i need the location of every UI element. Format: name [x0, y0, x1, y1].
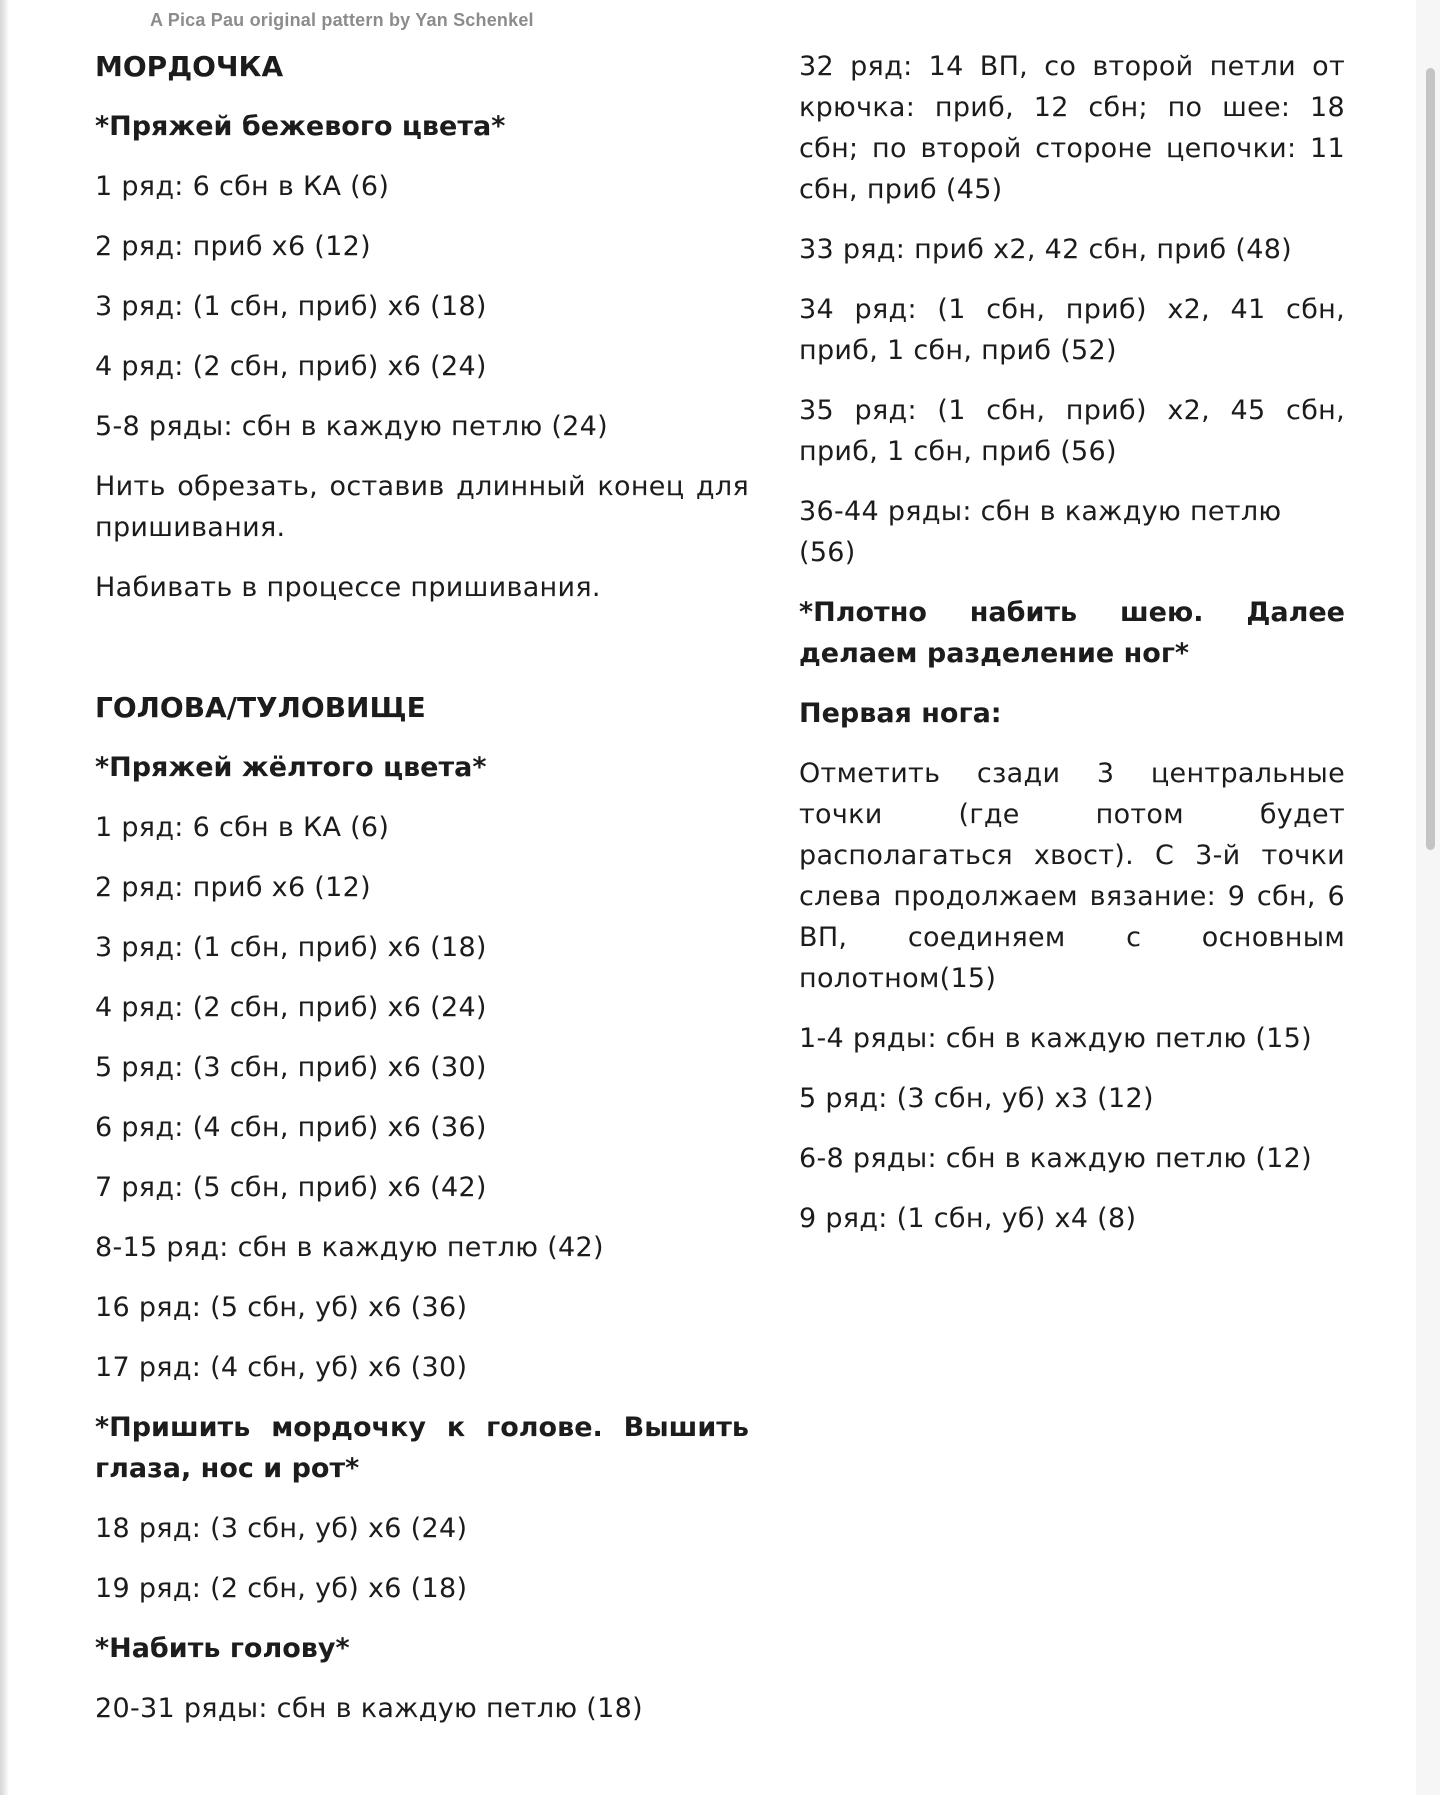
pattern-row: 18 ряд: (3 сбн, уб) х6 (24) [95, 1513, 468, 1544]
pattern-row: 4 ряд: (2 сбн, приб) х6 (24) [95, 992, 487, 1023]
pattern-row: 8-15 ряд: сбн в каждую петлю (42) [95, 1232, 604, 1263]
stuff-neck-note: *Плотно набить шею. Далее делаем разделение ног* [799, 597, 1345, 669]
pattern-row: 4 ряд: (2 сбн, приб) х6 (24) [95, 351, 487, 382]
pattern-credit-header: A Pica Pau original pattern by Yan Schenkel [150, 10, 534, 30]
stuff-head-note: *Набить голову* [95, 1633, 350, 1664]
scrollbar-thumb[interactable] [1426, 68, 1435, 850]
left-column [95, 46, 749, 1748]
scrollbar-track[interactable] [1416, 0, 1440, 1795]
section-title-first-leg: Первая нога: [799, 698, 1002, 729]
pattern-row: 16 ряд: (5 сбн, уб) х6 (36) [95, 1292, 468, 1323]
sew-instruction-note: *Пришить мордочку к голове. Вышить глаза, нос и рот* [95, 1412, 749, 1484]
pattern-row: 9 ряд: (1 сбн, уб) х4 (8) [799, 1203, 1137, 1234]
pattern-row: 20-31 ряды: сбн в каждую петлю (18) [95, 1693, 643, 1724]
pattern-row: 32 ряд: 14 ВП, со второй петли от крючка: приб, 12 сбн; по шее: 18 сбн; по второй стороне цепочки: 11 сбн, приб (45) [799, 51, 1345, 205]
pattern-row: 1 ряд: 6 сбн в КА (6) [95, 171, 390, 202]
pattern-row: 2 ряд: приб х6 (12) [95, 872, 371, 903]
pattern-row: 5 ряд: (3 сбн, приб) х6 (30) [95, 1052, 487, 1083]
instruction-paragraph: Нить обрезать, оставив длинный конец для пришивания. [95, 471, 749, 543]
pattern-row: 3 ряд: (1 сбн, приб) х6 (18) [95, 291, 487, 322]
yarn-note-muzzle: *Пряжей бежевого цвета* [95, 111, 506, 142]
pattern-row: 5-8 ряды: сбн в каждую петлю (24) [95, 411, 608, 442]
pattern-row: 2 ряд: приб х6 (12) [95, 231, 371, 262]
pattern-row: 1 ряд: 6 сбн в КА (6) [95, 812, 390, 843]
pattern-row: 36-44 ряды: сбн в каждую петлю (56) [799, 496, 1282, 568]
pattern-row: 17 ряд: (4 сбн, уб) х6 (30) [95, 1352, 468, 1383]
pattern-row: 6 ряд: (4 сбн, приб) х6 (36) [95, 1112, 487, 1143]
pattern-row: 3 ряд: (1 сбн, приб) х6 (18) [95, 932, 487, 963]
yarn-note-head: *Пряжей жёлтого цвета* [95, 752, 487, 783]
right-column [799, 46, 1345, 1258]
pattern-row: 35 ряд: (1 сбн, приб) х2, 45 сбн, приб, 1 сбн, приб (56) [799, 395, 1345, 467]
pattern-row: 6-8 ряды: сбн в каждую петлю (12) [799, 1143, 1312, 1174]
pattern-row: 5 ряд: (3 сбн, уб) х3 (12) [799, 1083, 1154, 1114]
pattern-row: 33 ряд: приб х2, 42 сбн, приб (48) [799, 234, 1293, 265]
pattern-row: 19 ряд: (2 сбн, уб) х6 (18) [95, 1573, 468, 1604]
pattern-row: 7 ряд: (5 сбн, приб) х6 (42) [95, 1172, 487, 1203]
pattern-row: 1-4 ряды: сбн в каждую петлю (15) [799, 1023, 1312, 1054]
instruction-paragraph: Набивать в процессе пришивания. [95, 572, 601, 603]
instruction-paragraph: Отметить сзади 3 центральные точки (где потом будет располагаться хвост). С 3-й точки слева продолжаем вязание: 9 сбн, 6 ВП, соединяем с основным полотном(15) [799, 758, 1345, 994]
page-left-edge [0, 0, 9, 1795]
section-spacer [95, 627, 749, 687]
section-title-head-body: ГОЛОВА/ТУЛОВИЩЕ [95, 691, 426, 724]
section-title-muzzle: МОРДОЧКА [95, 50, 284, 83]
pattern-row: 34 ряд: (1 сбн, приб) х2, 41 сбн, приб, 1 сбн, приб (52) [799, 294, 1345, 366]
